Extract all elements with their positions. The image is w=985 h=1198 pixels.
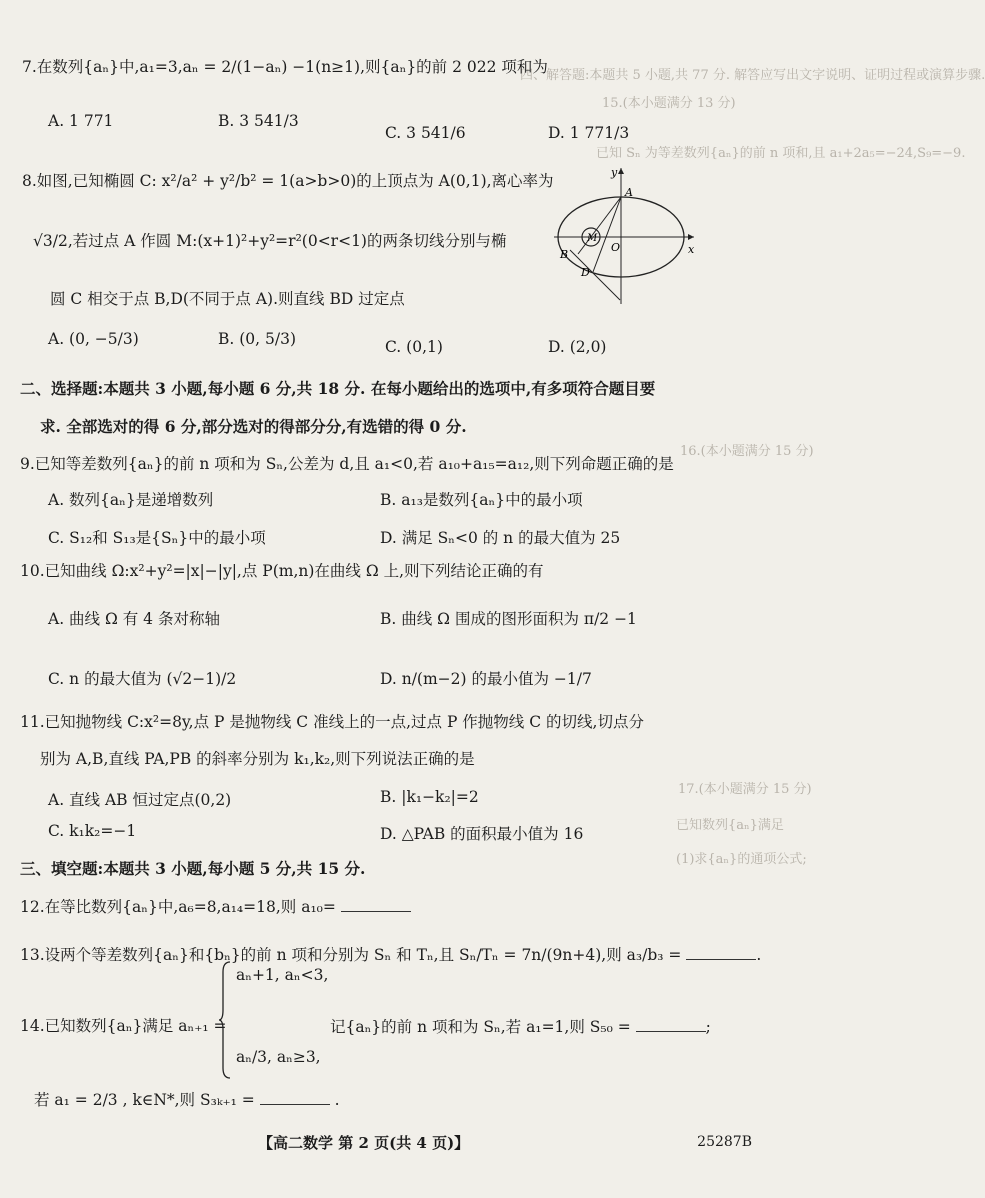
- q14-line-2-text: 若 a₁ = 2/3 , k∈N*,则 S₃ₖ₊₁ =: [34, 1091, 255, 1109]
- ellipse-figure: [548, 162, 698, 308]
- q8-line-3: 圆 C 相交于点 B,D(不同于点 A).则直线 BD 过定点: [50, 290, 405, 308]
- bleed-text: 16.(本小题满分 15 分): [680, 444, 814, 459]
- q11-option-d: D. △PAB 的面积最小值为 16: [380, 825, 584, 843]
- figure-label-b: B: [560, 248, 569, 261]
- q12-stem: [20, 897, 411, 917]
- q14-case-1: aₙ+1, aₙ<3,: [236, 966, 329, 984]
- q14-line-2: [34, 1090, 340, 1110]
- q7-option-d: D. 1 771/3: [548, 124, 630, 142]
- q8-option-d: D. (2,0): [548, 338, 607, 356]
- q7-option-c: C. 3 541/6: [385, 124, 466, 142]
- figure-label-d: D: [581, 266, 590, 279]
- paper-code: 25287B: [697, 1134, 752, 1150]
- bleed-text: 15.(本小题满分 13 分): [602, 96, 736, 111]
- q14-period: .: [334, 1091, 340, 1109]
- figure-label-x: x: [688, 243, 695, 256]
- q7-option-a: A. 1 771: [48, 112, 114, 130]
- q13-text: 13.设两个等差数列{aₙ}和{bₙ}的前 n 项和分别为 Sₙ 和 Tₙ,且 Sₙ/Tₙ = 7n/(9n+4),则 a₃/b₃ =: [20, 946, 682, 964]
- bleed-text: 已知数列{aₙ}满足: [676, 818, 784, 833]
- q10-option-d: D. n/(m−2) 的最小值为 −1/7: [380, 670, 592, 688]
- q8-option-c: C. (0,1): [385, 338, 443, 356]
- q7-stem: 7.在数列{aₙ}中,a₁=3,aₙ = 2/(1−aₙ) −1(n≥1),则{aₙ}的前 2 022 项和为: [22, 58, 548, 76]
- q13-stem: 13.设两个等差数列{aₙ}和{bₙ}的前 n 项和分别为 Sₙ 和 Tₙ,且 Sₙ/Tₙ = 7n/(9n+4),则 a₃/b₃ = .: [20, 946, 762, 964]
- q9-option-b: B. a₁₃是数列{aₙ}中的最小项: [380, 491, 583, 509]
- q11-option-b: B. |k₁−k₂|=2: [380, 788, 479, 806]
- figure-label-a: A: [625, 186, 633, 199]
- q14-case-2: aₙ/3, aₙ≥3,: [236, 1048, 321, 1066]
- q11-line-2: 别为 A,B,直线 PA,PB 的斜率分别为 k₁,k₂,则下列说法正确的是: [40, 750, 475, 768]
- section2-heading-line-1: 二、选择题:本题共 3 小题,每小题 6 分,共 18 分. 在每小题给出的选项中,有多项符合题目要: [20, 379, 656, 398]
- q9-option-c: C. S₁₂和 S₁₃是{Sₙ}中的最小项: [48, 529, 266, 547]
- q12-answer-blank[interactable]: [341, 897, 411, 912]
- q11-option-c: C. k₁k₂=−1: [48, 822, 137, 840]
- q14-brace: [218, 960, 232, 1080]
- q8-option-b: B. (0, 5/3): [218, 330, 296, 348]
- q11-option-a: A. 直线 AB 恒过定点(0,2): [48, 791, 232, 809]
- q10-option-b: B. 曲线 Ω 围成的图形面积为 π/2 −1: [380, 610, 637, 628]
- page-footer: 【高二数学 第 2 页(共 4 页)】: [258, 1134, 470, 1152]
- section2-heading-line-2: 求. 全部选对的得 6 分,部分选对的得部分分,有选错的得 0 分.: [40, 417, 467, 436]
- q8-option-a: A. (0, −5/3): [48, 330, 139, 348]
- q13-answer-blank[interactable]: [686, 945, 756, 960]
- q14-prefix: 14.已知数列{aₙ}满足 aₙ₊₁ =: [20, 1017, 227, 1035]
- figure-label-m: M: [587, 233, 598, 244]
- q9-option-a: A. 数列{aₙ}是递增数列: [48, 491, 214, 509]
- q8-line-2: √3/2,若过点 A 作圆 M:(x+1)²+y²=r²(0<r<1)的两条切线分别与椭: [33, 232, 507, 250]
- q9-option-d: D. 满足 Sₙ<0 的 n 的最大值为 25: [380, 529, 621, 547]
- q14-answer-blank-2[interactable]: [260, 1090, 330, 1105]
- q12-text: 12.在等比数列{aₙ}中,a₆=8,a₁₄=18,则 a₁₀=: [20, 898, 336, 916]
- figure-label-o: O: [611, 241, 621, 254]
- section3-heading: 三、填空题:本题共 3 小题,每小题 5 分,共 15 分.: [20, 859, 366, 878]
- q7-option-b: B. 3 541/3: [218, 112, 299, 130]
- q10-option-a: A. 曲线 Ω 有 4 条对称轴: [48, 610, 220, 628]
- q14-middle-text: 记{aₙ}的前 n 项和为 Sₙ,若 a₁=1,则 S₅₀ =: [330, 1018, 631, 1036]
- q14-answer-blank-1[interactable]: [636, 1017, 706, 1032]
- q10-option-c: C. n 的最大值为 (√2−1)/2: [48, 670, 237, 688]
- bleed-text: 已知 Sₙ 为等差数列{aₙ}的前 n 项和,且 a₁+2a₅=−24,S₉=−9.: [596, 146, 966, 161]
- q8-line-1: 8.如图,已知椭圆 C: x²/a² + y²/b² = 1(a>b>0)的上顶点为 A(0,1),离心率为: [22, 172, 554, 190]
- q9-stem: 9.已知等差数列{aₙ}的前 n 项和为 Sₙ,公差为 d,且 a₁<0,若 a₁₀+a₁₅=a₁₂,则下列命题正确的是: [20, 455, 674, 473]
- figure-label-y: y: [611, 166, 618, 179]
- bleed-text: 17.(本小题满分 15 分): [678, 782, 812, 797]
- q10-stem: 10.已知曲线 Ω:x²+y²=|x|−|y|,点 P(m,n)在曲线 Ω 上,则下列结论正确的有: [20, 562, 544, 580]
- q14-middle: 记{aₙ}的前 n 项和为 Sₙ,若 a₁=1,则 S₅₀ = ;: [330, 1018, 711, 1036]
- bleed-text: 四、解答题:本题共 5 小题,共 77 分. 解答应写出文字说明、证明过程或演算步骤.: [520, 68, 985, 83]
- q11-line-1: 11.已知抛物线 C:x²=8y,点 P 是抛物线 C 准线上的一点,过点 P 作抛物线 C 的切线,切点分: [20, 713, 644, 731]
- bleed-text: (1)求{aₙ}的通项公式;: [676, 852, 807, 867]
